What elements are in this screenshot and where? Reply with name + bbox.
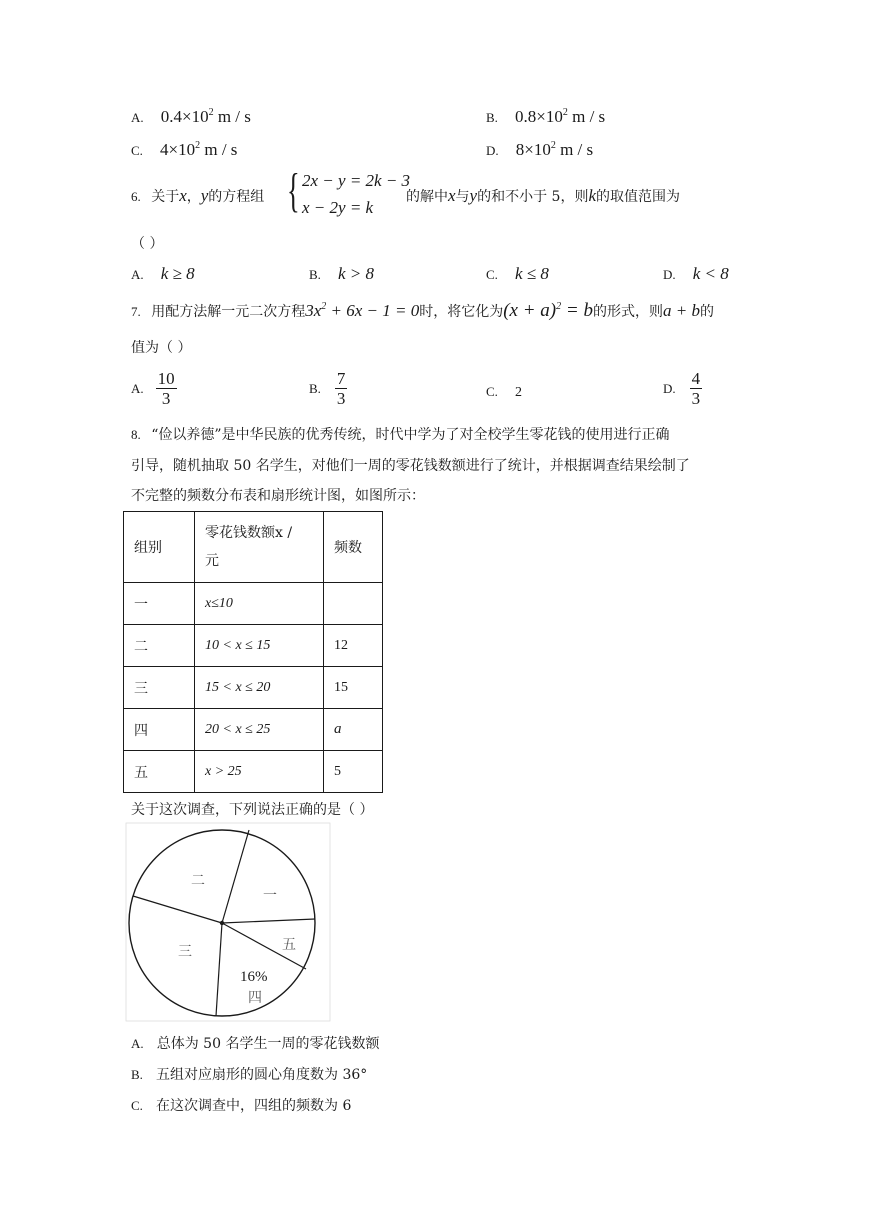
- q7-stem: 7. 用配方法解一元二次方程$3x^2 + 6x - 1 = 0$时，将它化为$(x + a)^2 = b$的形式，则a + b的: [131, 300, 714, 321]
- pie-label-three: 三: [178, 944, 192, 960]
- q6-option-d[interactable]: D. k < 8: [663, 264, 729, 283]
- pie-label-five: 五: [282, 937, 296, 953]
- q6-stem-cont: 的解中x与y的和不小于 5，则k的取值范围为: [406, 186, 680, 205]
- option-value: $0.8\times 10^2$ m / s: [515, 107, 606, 126]
- option-value: $0.4\times 10^2$ m / s: [160, 107, 251, 126]
- q5-option-d[interactable]: [486, 140, 593, 160]
- option-label: B.: [486, 110, 498, 125]
- table-row: 二 10 < x ≤ 15 12: [124, 625, 383, 667]
- q6-option-c[interactable]: C. k ≤ 8: [486, 264, 549, 283]
- q8-option-b[interactable]: B. 五组对应扇形的圆心角度数为 36°: [131, 1067, 368, 1083]
- q6-option-a[interactable]: A. k ≥ 8: [131, 264, 195, 283]
- q8-option-a[interactable]: A. 总体为 50 名学生一周的零花钱数额: [131, 1036, 380, 1052]
- q8-option-c[interactable]: C. 在这次调查中，四组的频数为 6: [131, 1098, 352, 1114]
- q7-option-c[interactable]: C. 2: [486, 384, 523, 400]
- pie-center: [220, 921, 224, 925]
- frequency-table: [123, 511, 383, 793]
- answer-paren: （ ）: [131, 236, 164, 252]
- table-row: 四 20 < x ≤ 25 a: [124, 709, 383, 751]
- q5-option-c[interactable]: [131, 140, 237, 160]
- q6-stem: 6. 关于x，y的方程组: [131, 186, 265, 205]
- fraction: $\frac{7}{3}$: [336, 369, 346, 408]
- table-row: 一 x≤10: [124, 583, 383, 625]
- table-row: 三 15 < x ≤ 20 15: [124, 667, 383, 709]
- equation-1: 2x − y = 2k − 3: [302, 171, 411, 190]
- option-label: D.: [486, 143, 499, 158]
- fraction: $\frac{10}{3}$: [157, 369, 175, 408]
- pie-label-two: 二: [191, 873, 205, 889]
- q7-option-d[interactable]: D. $\frac{4}{3}$: [663, 369, 701, 408]
- pie-label-one: 一: [263, 888, 277, 904]
- q5-option-b[interactable]: [486, 107, 605, 127]
- q5-option-a[interactable]: [131, 107, 251, 127]
- q7-option-a[interactable]: A. $\frac{10}{3}$: [131, 369, 175, 408]
- q8-stem-line3: 不完整的频数分布表和扇形统计图，如图所示：: [131, 488, 425, 504]
- pie-chart: [125, 822, 331, 1022]
- option-value: $4\times 10^2$ m / s: [160, 140, 238, 159]
- header-frequency: 频数: [324, 512, 383, 583]
- table-header-row: [124, 512, 383, 583]
- header-amount: 零花钱数额x / 元: [195, 512, 324, 583]
- equation-brace: {: [287, 164, 300, 217]
- q8-question: 关于这次调查，下列说法正确的是（ ）: [131, 802, 374, 818]
- pie-label-percent: 16%: [240, 969, 268, 985]
- question-number: 6.: [131, 189, 141, 204]
- q6-option-b[interactable]: B. k > 8: [309, 264, 375, 283]
- table-row: 五 x > 25 5: [124, 751, 383, 793]
- q8-stem-line1: 8. “俭以养德”是中华民族的优秀传统，时代中学为了对全校学生零花钱的使用进行正确: [131, 427, 670, 443]
- q8-stem-line2: 引导，随机抽取 50 名学生，对他们一周的零花钱数额进行了统计，并根据调查结果绘制了: [131, 458, 690, 474]
- option-value: $8\times 10^2$ m / s: [515, 140, 594, 159]
- question-number: 8.: [131, 427, 141, 442]
- q7-stem-line2: 值为（ ）: [131, 340, 192, 356]
- question-number: 7.: [131, 304, 141, 319]
- option-label: C.: [131, 143, 143, 158]
- q7-option-b[interactable]: B. $\frac{7}{3}$: [309, 369, 346, 408]
- header-group: 组别: [124, 512, 195, 583]
- fraction: $\frac{4}{3}$: [691, 369, 701, 408]
- equation-2: x − 2y = k: [302, 198, 374, 217]
- option-label: A.: [131, 110, 144, 125]
- pie-label-four: 四: [248, 990, 262, 1006]
